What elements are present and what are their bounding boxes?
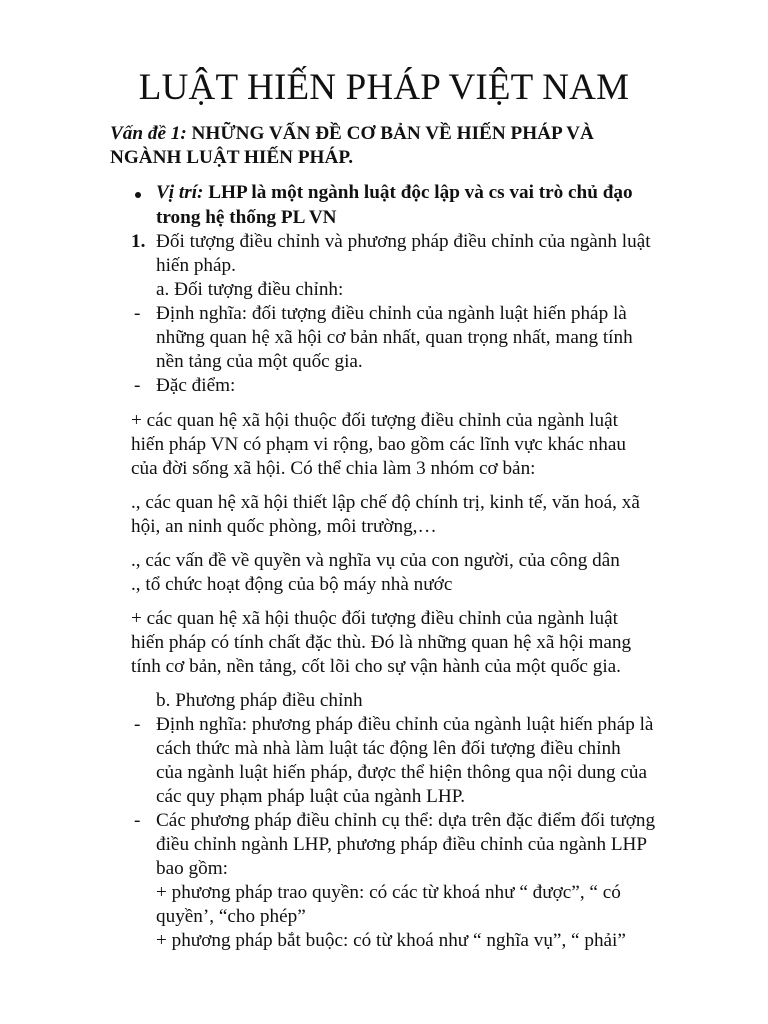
dash-marker: - xyxy=(134,375,141,396)
paragraph-2-line-1: + các quan hệ xã hội thuộc đối tượng điều chỉnh của ngành luật xyxy=(131,608,618,629)
section-title-line-1: Đối tượng điều chỉnh và phương pháp điều chỉnh của ngành luật xyxy=(156,231,651,252)
grant-method-line-2: quyền’, “cho phép” xyxy=(156,906,306,927)
methods-line-3: bao gồm: xyxy=(156,858,228,879)
definition-a-line-1: Định nghĩa: đối tượng điều chỉnh của ngành luật hiến pháp là xyxy=(156,303,627,324)
features-heading: Đặc điểm: xyxy=(156,375,236,396)
position-text: LHP là một ngành luật độc lập và cs vai trò chủ đạo xyxy=(203,182,633,203)
mandatory-method-line: + phương pháp bắt buộc: có từ khoá như “ nghĩa vụ”, “ phải” xyxy=(156,930,626,951)
subsection-b-heading: b. Phương pháp điều chỉnh xyxy=(156,690,363,711)
group-1-line-2: hội, an ninh quốc phòng, môi trường,… xyxy=(131,516,437,537)
issue-heading-text: NHỮNG VẤN ĐỀ CƠ BẢN VỀ HIẾN PHÁP VÀ xyxy=(186,123,594,144)
issue-heading-line-2: NGÀNH LUẬT HIẾN PHÁP. xyxy=(110,147,354,168)
paragraph-2-line-2: hiến pháp có tính chất đặc thù. Đó là những quan hệ xã hội mang xyxy=(131,632,632,653)
position-label: Vị trí: xyxy=(156,182,204,203)
document-title: LUẬT HIẾN PHÁP VIỆT NAM xyxy=(138,67,630,108)
subsection-a-heading: a. Đối tượng điều chỉnh: xyxy=(156,279,344,300)
position-line-1 xyxy=(156,181,633,205)
definition-a-line-2: những quan hệ xã hội cơ bản nhất, quan trọng nhất, mang tính xyxy=(156,327,633,348)
bullet-icon xyxy=(135,192,141,198)
issue-heading-line-1 xyxy=(110,122,594,146)
section-number: 1. xyxy=(131,231,146,252)
group-1-line-1: ., các quan hệ xã hội thiết lập chế độ chính trị, kinh tế, văn hoá, xã xyxy=(131,492,640,513)
issue-label: Vấn đề 1: xyxy=(110,123,187,144)
position-line-2: trong hệ thống PL VN xyxy=(156,207,337,228)
paragraph-1-line-3: của đời sống xã hội. Có thể chia làm 3 nhóm cơ bản: xyxy=(131,458,536,479)
definition-a-line-3: nền tảng của một quốc gia. xyxy=(156,351,363,372)
group-3-line: ., tổ chức hoạt động của bộ máy nhà nước xyxy=(131,574,453,595)
definition-b-line-1: Định nghĩa: phương pháp điều chỉnh của ngành luật hiến pháp là xyxy=(156,714,654,735)
paragraph-1-line-1: + các quan hệ xã hội thuộc đối tượng điều chỉnh của ngành luật xyxy=(131,410,618,431)
paragraph-1-line-2: hiến pháp VN có phạm vi rộng, bao gồm các lĩnh vực khác nhau xyxy=(131,434,626,455)
dash-marker: - xyxy=(134,303,141,324)
grant-method-line-1: + phương pháp trao quyền: có các từ khoá như “ được”, “ có xyxy=(156,882,621,903)
methods-line-2: điều chỉnh ngành LHP, phương pháp điều chỉnh của ngành LHP xyxy=(156,834,648,855)
definition-b-line-3: của ngành luật hiến pháp, được thể hiện thông qua nội dung của xyxy=(156,762,648,783)
paragraph-2-line-3: tính cơ bản, nền tảng, cốt lõi cho sự vận hành của một quốc gia. xyxy=(131,656,621,677)
definition-b-line-2: cách thức mà nhà làm luật tác động lên đối tượng điều chỉnh xyxy=(156,738,621,759)
definition-b-line-4: các quy phạm pháp luật của ngành LHP. xyxy=(156,786,466,807)
section-title-line-2: hiến pháp. xyxy=(156,255,236,276)
methods-line-1: Các phương pháp điều chỉnh cụ thể: dựa trên đặc điểm đối tượng xyxy=(156,810,656,831)
dash-marker: - xyxy=(134,714,141,735)
dash-marker: - xyxy=(134,810,141,831)
group-2-line: ., các vấn đề về quyền và nghĩa vụ của con người, của công dân xyxy=(131,550,620,571)
